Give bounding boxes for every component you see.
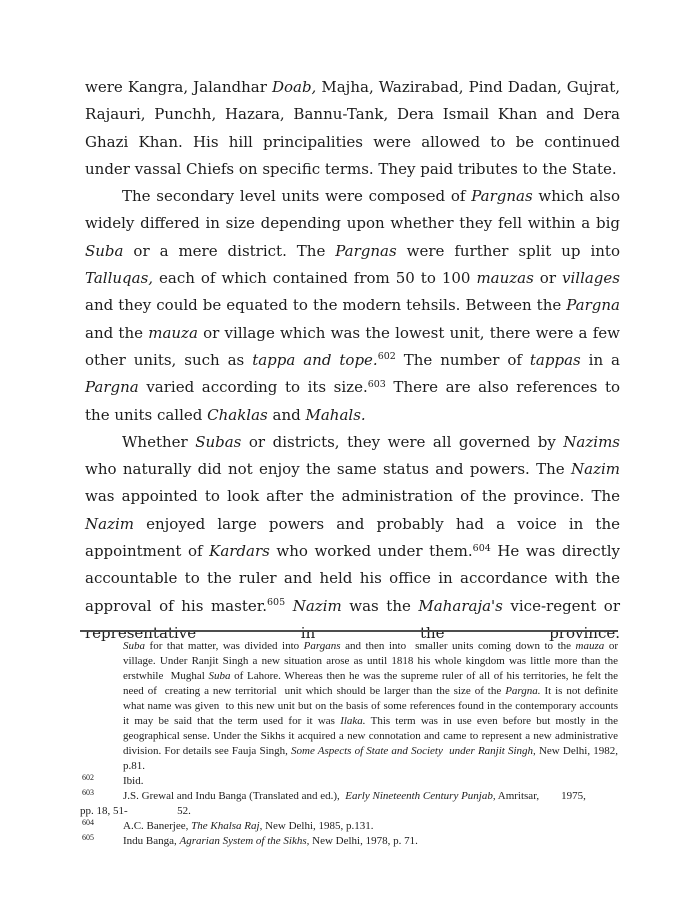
text-run: were Kangra, Jalandhar bbox=[85, 78, 272, 96]
footnote-number: 603 bbox=[82, 788, 94, 797]
text-run: and bbox=[267, 405, 306, 424]
footnote-number: 602 bbox=[82, 773, 94, 782]
text-run: which also widely differed in size depending upon whether they fell within a big bbox=[85, 187, 620, 233]
text-run: Pargnas bbox=[335, 241, 397, 260]
text-run: or districts, they were all governed by bbox=[241, 432, 564, 451]
text-run: Pargna bbox=[566, 296, 620, 315]
text-run: Kardars bbox=[209, 542, 270, 561]
text-run: for that matter, was divided into bbox=[145, 640, 304, 652]
text-run: A.C. Banerjee, bbox=[123, 820, 192, 832]
text-run: vice-regent or representative in the province. bbox=[85, 596, 620, 642]
text-run: and then into smaller units coming down to the bbox=[340, 640, 576, 652]
text-run: Maharaja's bbox=[418, 596, 503, 615]
text-run: Subas bbox=[195, 432, 242, 451]
text-run: Nazim bbox=[85, 514, 134, 533]
text-run: He was directly accountable to the ruler and held his office in accordance with the approval of his master. bbox=[85, 542, 620, 615]
text-run: each of which contained from 50 to 100 bbox=[153, 269, 477, 288]
footnote-number: 604 bbox=[82, 818, 94, 827]
text-run: in a bbox=[580, 350, 620, 369]
footnote-item bbox=[80, 789, 618, 804]
footnote-item bbox=[80, 774, 618, 789]
footnote-section bbox=[80, 630, 624, 849]
text-run: was appointed to look after the administration of the province. The bbox=[85, 487, 620, 506]
text-run: or a mere district. The bbox=[123, 241, 336, 260]
paragraph bbox=[85, 183, 620, 429]
text-run: Chaklas bbox=[207, 405, 268, 424]
footnote-list bbox=[80, 639, 624, 849]
footnote-number: 605 bbox=[82, 833, 94, 842]
text-run: Suba bbox=[85, 241, 124, 260]
text-run: or village which was the lowest unit, there were a few other units, such as bbox=[85, 323, 620, 369]
text-run: Whether bbox=[122, 432, 196, 451]
text-run: There are also references to the units called bbox=[85, 378, 620, 424]
text-run: mauzas bbox=[476, 269, 534, 288]
text-run: tappa and tope. bbox=[252, 350, 378, 369]
body-text bbox=[85, 74, 620, 647]
text-run: mauza bbox=[575, 640, 605, 652]
text-run: who worked under them. bbox=[269, 542, 473, 561]
text-run: villages bbox=[562, 269, 620, 288]
text-run: or village. Under Ranjit Singh a new situation arose as until 1818 his whole kingdom was little more than the erstwhile Mughal bbox=[123, 640, 621, 682]
text-run: It is not definite what name was given to this new unit but on the basis of some references found in the contemporary accounts it may be said that the term used for it was bbox=[123, 685, 624, 727]
text-run: were further split up into bbox=[396, 241, 620, 260]
text-run: of Lahore. Whereas then he was the supreme ruler of all of his territories, he felt the need of creating a new territorial unit which should be larger than the size of the bbox=[123, 670, 621, 697]
footnote-item bbox=[80, 804, 618, 819]
text-run: Indu Banga, bbox=[123, 835, 180, 847]
footnote-ref: 604 bbox=[472, 542, 491, 554]
footnote-text bbox=[123, 835, 418, 847]
text-run: Some Aspects of State and Society under Ranjit Singh, bbox=[291, 745, 536, 757]
footnote-text bbox=[123, 820, 374, 832]
text-run: Early Nineteenth Century Punjab, bbox=[345, 790, 496, 802]
text-run: who naturally did not enjoy the same status and powers. The bbox=[85, 460, 571, 479]
footnote-text bbox=[123, 790, 586, 802]
text-run: Nazims bbox=[563, 432, 620, 451]
text-run: The Khalsa Raj bbox=[191, 820, 260, 832]
text-run: and the bbox=[85, 323, 149, 342]
footnote-ref: 605 bbox=[267, 597, 286, 609]
text-run: Nazim bbox=[571, 460, 620, 479]
text-run: Pargnas bbox=[471, 187, 533, 206]
text-run bbox=[285, 597, 293, 615]
footnote-text bbox=[123, 775, 143, 787]
footnote-ref: 603 bbox=[367, 378, 386, 390]
text-run: or bbox=[533, 269, 562, 288]
text-run: J.S. Grewal and Indu Banga (Translated and ed.), bbox=[123, 790, 346, 802]
text-run: , New Delhi, 1985, p.131. bbox=[259, 820, 374, 832]
text-run: This term was in use even before but mostly in the geographical sense. Under the Sikhs it acquired a new connotation and came to represent a new administrative division. For details see Fauja Singh, bbox=[123, 715, 621, 757]
text-run: enjoyed large powers and probably had a voice in the appointment of bbox=[85, 514, 620, 561]
text-run: Ibid. bbox=[123, 775, 144, 787]
text-run: Nazim bbox=[292, 596, 342, 615]
footnote-continuation bbox=[123, 639, 624, 774]
footnote-ref: 602 bbox=[377, 351, 396, 363]
text-run: Majha, Wazirabad, Pind Dadan, Gujrat, Rajauri, Punchh, Hazara, Bannu-Tank, Dera Ismail Khan and Dera Ghazi Khan. His hill principalities were allowed to be continued under vassal Chiefs on specific terms. They paid tributes to the State. bbox=[85, 78, 621, 178]
text-run: varied according to its size. bbox=[138, 378, 368, 397]
paragraph bbox=[85, 429, 620, 647]
text-run: New Delhi, 1978, p. 71. bbox=[309, 835, 418, 847]
text-run: Pargna. bbox=[505, 685, 541, 697]
text-run: Mahals. bbox=[305, 405, 366, 424]
text-run: The secondary level units were composed of bbox=[122, 187, 472, 206]
text-run: mauza bbox=[148, 323, 198, 342]
footnote-item bbox=[80, 834, 618, 849]
text-run: pp. 18, 51- 52. bbox=[80, 805, 191, 817]
paragraph bbox=[85, 74, 620, 183]
text-run: Talluqas, bbox=[85, 269, 154, 288]
text-run: Pargans bbox=[303, 640, 341, 652]
text-run: was the bbox=[341, 596, 419, 615]
text-run: Pargna bbox=[85, 378, 139, 397]
footnote-item bbox=[80, 819, 618, 834]
footnote-text bbox=[80, 805, 191, 817]
text-run: Agrarian System of the Sikhs, bbox=[179, 835, 310, 847]
text-run: The number of bbox=[395, 350, 530, 369]
text-run: Suba bbox=[208, 670, 231, 682]
text-run: tappas bbox=[529, 350, 581, 369]
text-run: and they could be equated to the modern tehsils. Between the bbox=[85, 296, 567, 315]
text-run: New Delhi, 1982, p.81. bbox=[123, 745, 621, 772]
text-run: Amritsar, 1975, bbox=[495, 790, 586, 802]
text-run: Suba bbox=[123, 640, 145, 652]
text-run: Doab, bbox=[271, 78, 317, 96]
text-run: Ilaka. bbox=[340, 715, 366, 727]
